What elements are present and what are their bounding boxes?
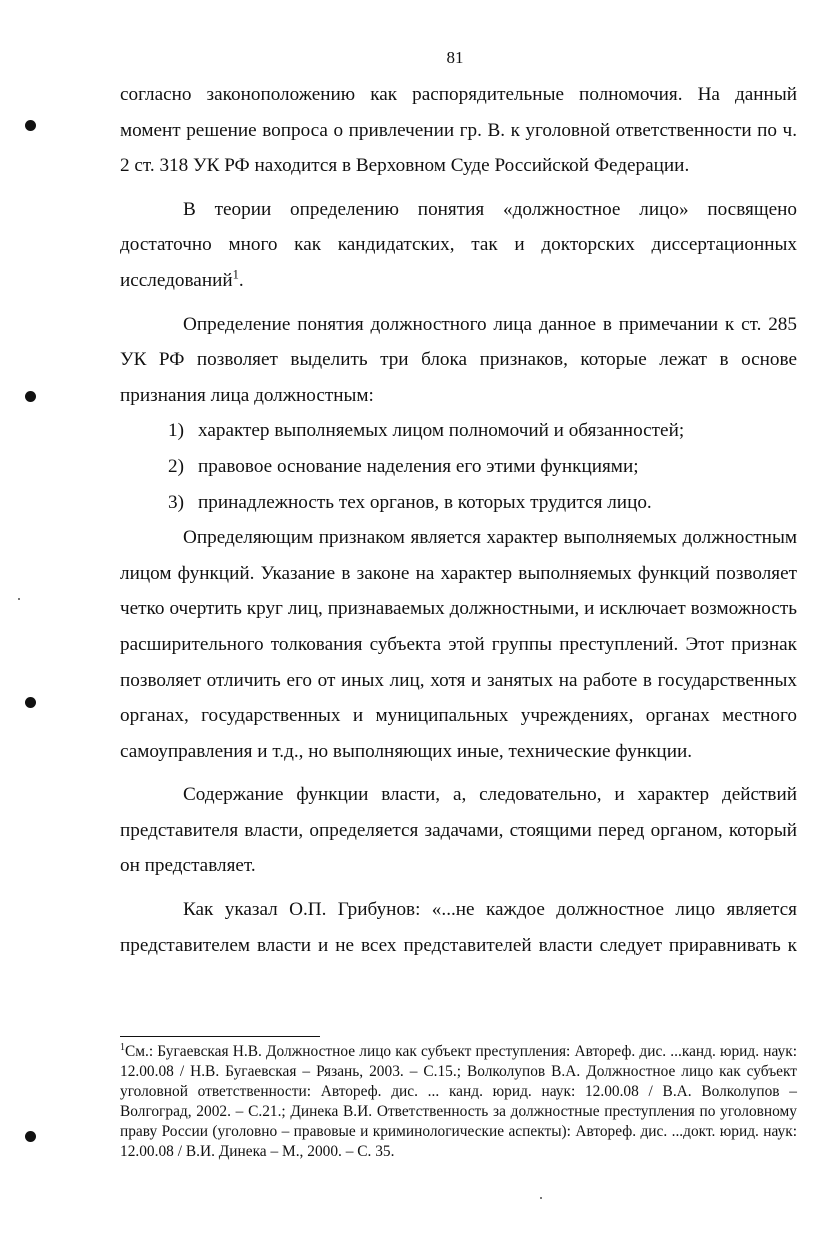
list-item-text: правовое основание наделения его этими функциями; [198,455,639,477]
footnote-separator [120,1036,320,1037]
list-item [120,413,797,449]
paragraph-2 [120,192,797,299]
punch-hole [25,697,36,708]
paragraph-5: Содержание функции власти, а, следовательно, и характер действий представителя власти, определяется задачами, стоящими перед органом, который он представляет. [120,784,797,877]
list-item-text: принадлежность тех органов, в которых трудится лицо. [198,491,652,513]
paragraph-6: Как указал О.П. Грибунов: «...не каждое должностное лицо является представителем власти и не всех представителей власти следует приравнивать к [120,899,797,956]
footnote-marker: 1 [120,1041,125,1053]
punch-hole [25,120,36,131]
list-item-text: характер выполняемых лицом полномочий и обязанностей; [198,420,685,442]
paragraph-2-end: . [238,269,244,291]
paragraph-2-text: В теории определению понятия «должностное лицо» посвящено достаточно много как кандидатских, так и докторских диссертационных исследований [120,198,797,291]
list-item-number: 3) [168,491,184,513]
paragraph-3: Определение понятия должностного лица данное в примечании к ст. 285 УК РФ позволяет выделить три блока признаков, которые лежат в основе признания лица должностным: [120,313,797,406]
list-item-number: 2) [168,455,184,477]
list-item-number: 1) [168,420,184,442]
list-item [120,449,797,485]
main-text [120,77,797,963]
paragraph-4: Определяющим признаком является характер выполняемых должностным лицом функций. Указание в законе на характер выполняемых функций позволяет четко очертить круг лиц, признаваемых должностными, и исключает возможность расширительного толкования субъекта этой группы преступлений. Этот признак позволяет отличить его от иных лиц, хотя и занятых на работе в государственных органах, государственных и муниципальных учреждениях, органах местного самоуправления и т.д., но выполняющих иные, технические функции. [120,527,797,762]
page-number: 81 [446,48,464,67]
footnote-reference: 1 [232,267,239,282]
list-item [120,485,797,521]
punch-hole [25,391,36,402]
punch-hole [25,1131,36,1142]
paragraph-1: согласно законоположению как распорядительные полномочия. На данный момент решение вопроса о привлечении гр. В. к уголовной ответственности по ч. 2 ст. 318 УК РФ находится в Верховном Суде Российской Федерации. [120,84,797,177]
footnote-text: См.: Бугаевская Н.В. Должностное лицо как субъект преступления: Автореф. дис. ...канд. юрид. наук: 12.00.08 / Н.В. Бугаевская – Рязань, 2003. – С.15.; Волколупов В.А. Должностное лицо как субъект уголовной ответственности: Автореф. дис. ... канд. юрид. наук: 12.00.08 / В.А. Волколупов – Волгоград, 2002. – С.21.; Динека В.И. Ответственность за должностные преступления по уголовному праву России (уголовно – правовые и криминологические аспекты): Автореф. дис. ...докт. юрид. наук: 12.00.08 / В.И. Динека – М., 2000. – С. 35. [120,1043,797,1160]
scan-speck [18,598,20,600]
scan-speck [540,1197,542,1199]
footnote [120,1042,797,1162]
